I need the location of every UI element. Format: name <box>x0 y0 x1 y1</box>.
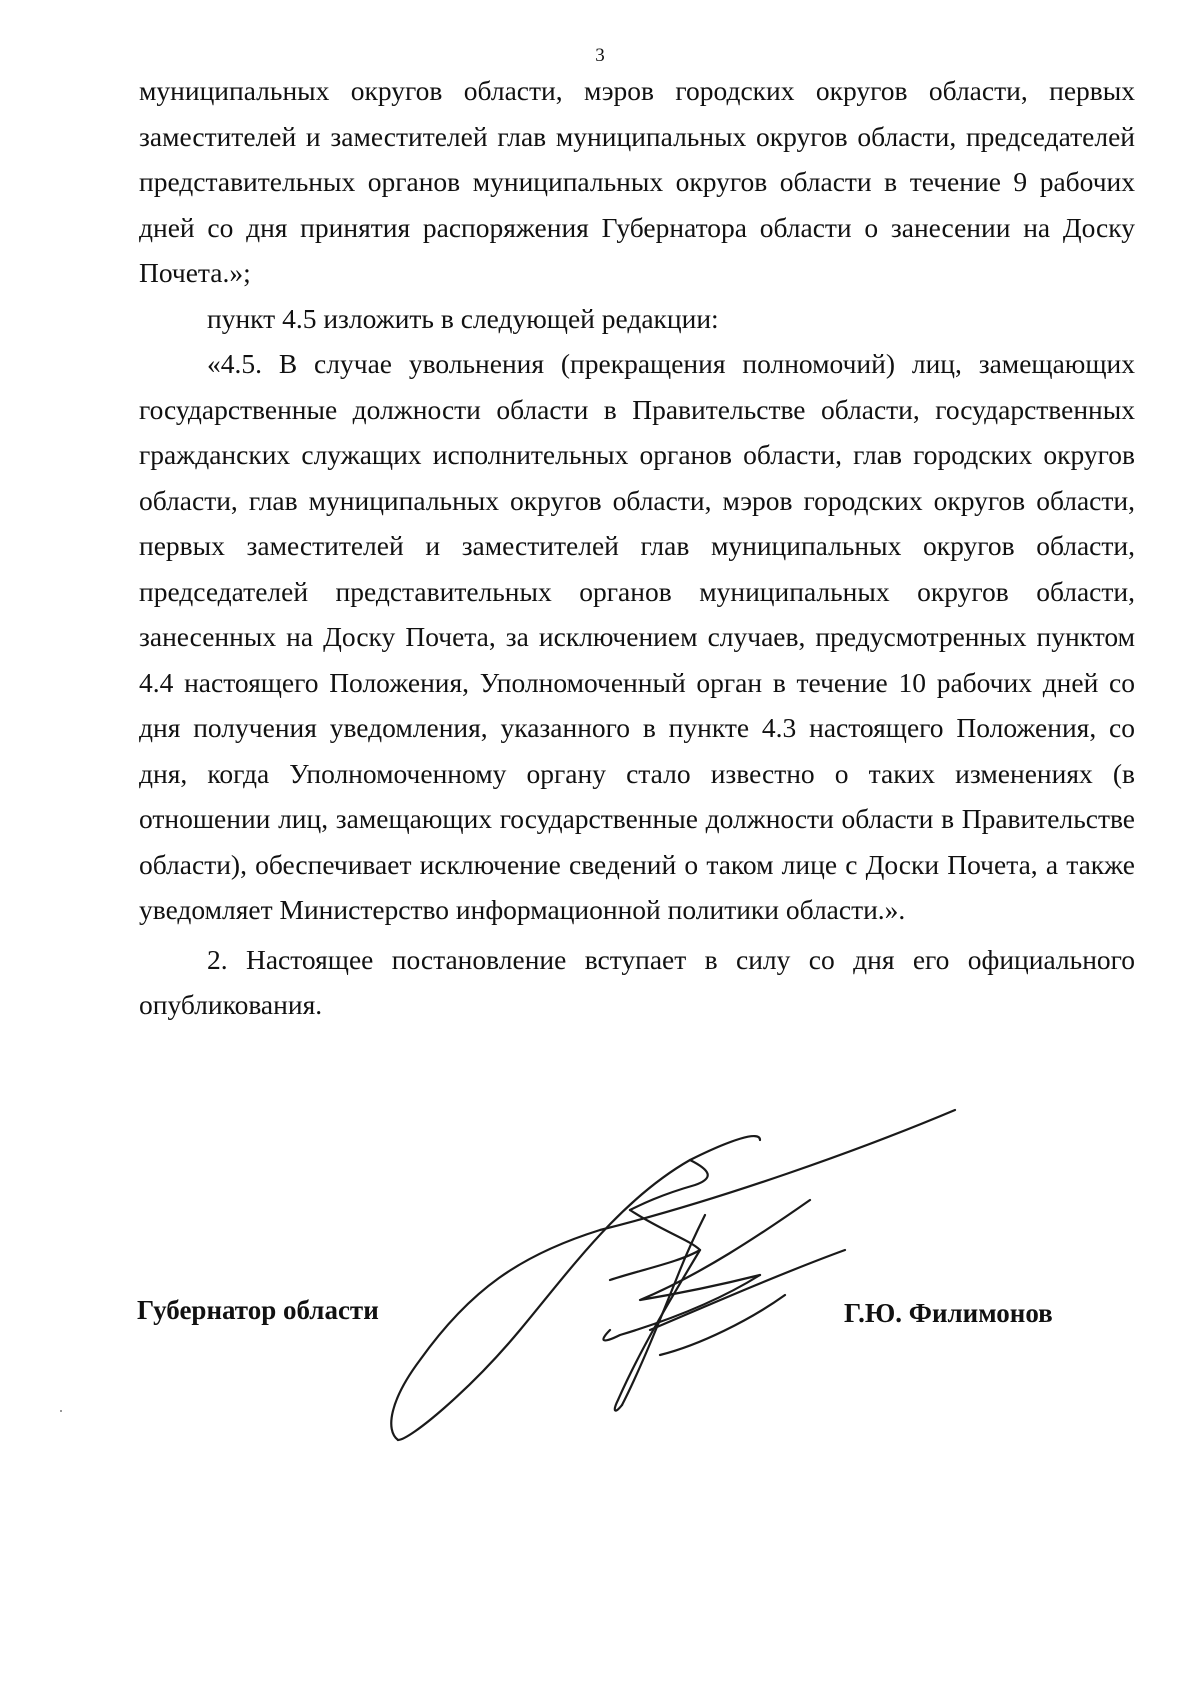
paragraph-continuation: муниципальных округов области, мэров городских округов области, первых заместителей и заместителей глав муниципальных округов области, председателей представительных органов муниципальных округов области в течение 9 рабочих дней со дня принятия распоряжения Губернатора области о занесении на Доску Почета.»; <box>139 75 1135 288</box>
signatory-name: Г.Ю. Филимонов <box>844 1298 1053 1328</box>
signatory-title: Губернатор области <box>137 1295 379 1325</box>
document-body <box>139 68 1135 1028</box>
paragraph-effective-date: 2. Настоящее постановление вступает в силу со дня его официального опубликования. <box>139 943 1135 1020</box>
page-number: 3 <box>595 45 605 66</box>
scan-speck <box>60 1410 62 1412</box>
paragraph-clause-4-5: «4.5. В случае увольнения (прекращения полномочий) лиц, замещающих государственные должности области в Правительстве области, государственных гражданских служащих исполнительных органов области, глав городских округов области, глав муниципальных округов области, мэров городских округов области, первых заместителей и заместителей глав муниципальных округов области, председателей представительных органов муниципальных округов области, занесенных на Доску Почета, за исключением случаев, предусмотренных пунктом 4.4 настоящего Положения, Уполномоченный орган в течение 10 рабочих дней со дня получения уведомления, указанного в пункте 4.3 настоящего Положения, со дня, когда Уполномоченному органу стало известно о таких изменениях (в отношении лиц, замещающих государственные должности области в Правительстве области), обеспечивает исключение сведений о таком лице с Доски Почета, а также уведомляет Министерство информационной политики области.». <box>139 348 1135 925</box>
paragraph-amendment-intro: пункт 4.5 изложить в следующей редакции: <box>207 302 719 334</box>
